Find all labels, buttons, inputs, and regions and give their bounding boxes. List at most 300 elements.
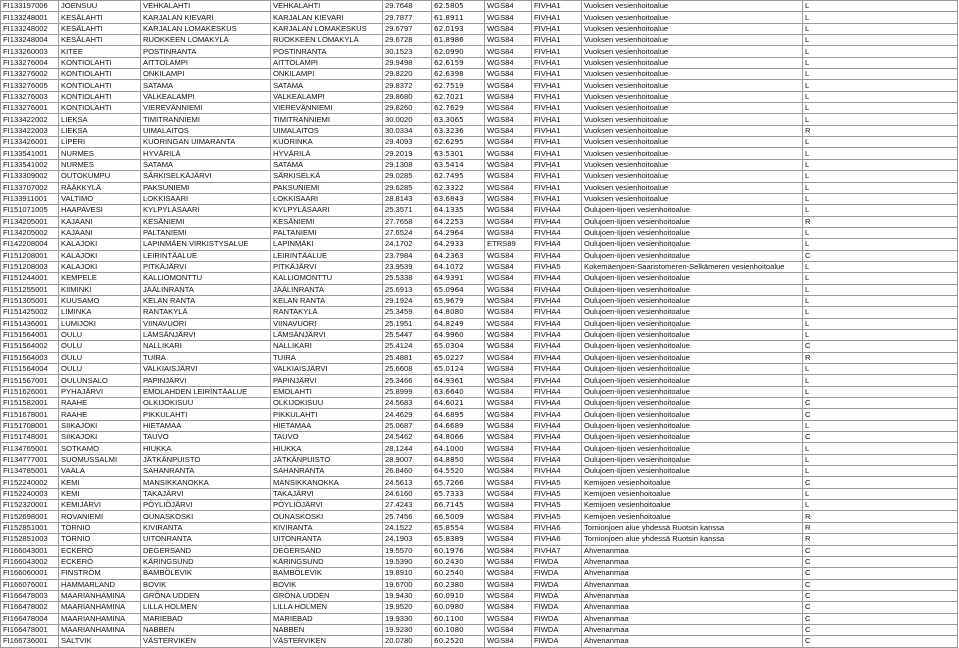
table-row xyxy=(1,318,958,329)
short-name-cell: DEGERSAND xyxy=(271,545,383,556)
table-row xyxy=(1,341,958,352)
municipality-cell: JOENSUU xyxy=(59,1,141,12)
water-type-cell: L xyxy=(803,466,958,477)
latitude-cell: 65.8389 xyxy=(432,534,485,545)
datum-cell: WGS84 xyxy=(485,205,532,216)
site-name-cell: PALTANIEMI xyxy=(141,227,271,238)
short-name-cell: KARJALAN KIEVARI xyxy=(271,12,383,23)
municipality-cell: KONTIOLAHTI xyxy=(59,57,141,68)
datum-cell: WGS84 xyxy=(485,511,532,522)
rbd-code-cell: FIVHA5 xyxy=(532,261,582,272)
latitude-cell: 60.2430 xyxy=(432,556,485,567)
short-name-cell: VÄSTERVIKEN xyxy=(271,636,383,647)
rbd-code-cell: FIVHA1 xyxy=(532,125,582,136)
water-type-cell: L xyxy=(803,1,958,12)
site-id-cell: FI142208004 xyxy=(1,239,59,250)
municipality-cell: KAJAANI xyxy=(59,216,141,227)
water-type-cell: L xyxy=(803,364,958,375)
short-name-cell: KARJALAN LOMAKESKUS xyxy=(271,23,383,34)
river-basin-district-cell: Oulujoen-Iijoen vesienhoitoalue xyxy=(582,341,803,352)
rbd-code-cell: FIVHA1 xyxy=(532,57,582,68)
table-row xyxy=(1,295,958,306)
short-name-cell: KIVIRANTA xyxy=(271,522,383,533)
short-name-cell: SAHANRANTA xyxy=(271,466,383,477)
municipality-cell: PYHAJÄRVI xyxy=(59,386,141,397)
river-basin-district-cell: Vuoksen vesienhoitoalue xyxy=(582,193,803,204)
short-name-cell: NABBEN xyxy=(271,624,383,635)
short-name-cell: BAMBÖLEVIK xyxy=(271,568,383,579)
datum-cell: WGS84 xyxy=(485,364,532,375)
site-id-cell: FI133248002 xyxy=(1,23,59,34)
datum-cell: WGS84 xyxy=(485,307,532,318)
site-id-cell: FI133422003 xyxy=(1,125,59,136)
site-id-cell: FI133309002 xyxy=(1,171,59,182)
river-basin-district-cell: Vuoksen vesienhoitoalue xyxy=(582,69,803,80)
river-basin-district-cell: Oulujoen-Iijoen vesienhoitoalue xyxy=(582,443,803,454)
longitude-cell: 26.8460 xyxy=(383,466,432,477)
short-name-cell: RUOKKEEN LOMAKYLÄ xyxy=(271,35,383,46)
table-row xyxy=(1,261,958,272)
table-row xyxy=(1,329,958,340)
site-id-cell: FI151208003 xyxy=(1,261,59,272)
municipality-cell: RAAHE xyxy=(59,398,141,409)
municipality-cell: KEMI xyxy=(59,477,141,488)
site-name-cell: HIUKKA xyxy=(141,443,271,454)
river-basin-district-cell: Kokemäenjoen-Saaristomeren-Selkämeren vesienhoitoalue xyxy=(582,261,803,272)
datum-cell: WGS84 xyxy=(485,454,532,465)
site-id-cell: FI133260003 xyxy=(1,46,59,57)
table-row xyxy=(1,23,958,34)
site-name-cell: BAMBÖLEVIK xyxy=(141,568,271,579)
water-type-cell: L xyxy=(803,114,958,125)
short-name-cell: TAUVO xyxy=(271,432,383,443)
water-type-cell: C xyxy=(803,477,958,488)
site-name-cell: KARJALAN KIEVARI xyxy=(141,12,271,23)
site-name-cell: AITTOLAMPI xyxy=(141,57,271,68)
water-type-cell: C xyxy=(803,568,958,579)
water-type-cell: L xyxy=(803,443,958,454)
site-name-cell: POSTINRANTA xyxy=(141,46,271,57)
longitude-cell: 25.0687 xyxy=(383,420,432,431)
datum-cell: WGS84 xyxy=(485,193,532,204)
municipality-cell: LIPERI xyxy=(59,137,141,148)
longitude-cell: 27.4243 xyxy=(383,500,432,511)
river-basin-district-cell: Oulujoen-Iijoen vesienhoitoalue xyxy=(582,318,803,329)
rbd-code-cell: FIVHA1 xyxy=(532,69,582,80)
water-type-cell: R xyxy=(803,511,958,522)
water-type-cell: L xyxy=(803,261,958,272)
latitude-cell: 64.8850 xyxy=(432,454,485,465)
site-name-cell: JÄTKÄNPUISTO xyxy=(141,454,271,465)
longitude-cell: 19.9430 xyxy=(383,590,432,601)
short-name-cell: GRÖNA UDDEN xyxy=(271,590,383,601)
longitude-cell: 19.6700 xyxy=(383,579,432,590)
site-name-cell: KARJALAN LOMAKESKUS xyxy=(141,23,271,34)
short-name-cell: NALLIKARI xyxy=(271,341,383,352)
table-row xyxy=(1,69,958,80)
short-name-cell: SATAMA xyxy=(271,159,383,170)
longitude-cell: 27.7658 xyxy=(383,216,432,227)
short-name-cell: VEHKALAHTI xyxy=(271,1,383,12)
datum-cell: WGS84 xyxy=(485,182,532,193)
site-id-cell: FI151582001 xyxy=(1,398,59,409)
latitude-cell: 65.7266 xyxy=(432,477,485,488)
table-row xyxy=(1,443,958,454)
latitude-cell: 62.7519 xyxy=(432,80,485,91)
municipality-cell: KONTIOLAHTI xyxy=(59,103,141,114)
site-name-cell: LEIRINTÄALUE xyxy=(141,250,271,261)
river-basin-district-cell: Vuoksen vesienhoitoalue xyxy=(582,103,803,114)
municipality-cell: NURMES xyxy=(59,159,141,170)
rbd-code-cell: FIVHA4 xyxy=(532,398,582,409)
latitude-cell: 64.6895 xyxy=(432,409,485,420)
longitude-cell: 23.9539 xyxy=(383,261,432,272)
latitude-cell: 64.6689 xyxy=(432,420,485,431)
longitude-cell: 29.8372 xyxy=(383,80,432,91)
river-basin-district-cell: Oulujoen-Iijoen vesienhoitoalue xyxy=(582,329,803,340)
datum-cell: WGS84 xyxy=(485,488,532,499)
longitude-cell: 24.1522 xyxy=(383,522,432,533)
longitude-cell: 28.8143 xyxy=(383,193,432,204)
rbd-code-cell: FIVHA4 xyxy=(532,386,582,397)
latitude-cell: 62.6159 xyxy=(432,57,485,68)
river-basin-district-cell: Oulujoen-Iijoen vesienhoitoalue xyxy=(582,398,803,409)
river-basin-district-cell: Oulujoen-Iijoen vesienhoitoalue xyxy=(582,284,803,295)
table-row xyxy=(1,636,958,647)
site-id-cell: FI152851001 xyxy=(1,522,59,533)
datum-cell: WGS84 xyxy=(485,409,532,420)
datum-cell: WGS84 xyxy=(485,352,532,363)
longitude-cell: 29.7877 xyxy=(383,12,432,23)
site-id-cell: FI166043001 xyxy=(1,545,59,556)
rbd-code-cell: FIVHA1 xyxy=(532,1,582,12)
site-name-cell: ONKILAMPI xyxy=(141,69,271,80)
water-type-cell: L xyxy=(803,148,958,159)
site-name-cell: SATAMA xyxy=(141,159,271,170)
river-basin-district-cell: Oulujoen-Iijoen vesienhoitoalue xyxy=(582,205,803,216)
longitude-cell: 24.5462 xyxy=(383,432,432,443)
table-row xyxy=(1,46,958,57)
river-basin-district-cell: Vuoksen vesienhoitoalue xyxy=(582,159,803,170)
latitude-cell: 65.8554 xyxy=(432,522,485,533)
municipality-cell: KESÄLAHTI xyxy=(59,23,141,34)
datum-cell: WGS84 xyxy=(485,171,532,182)
river-basin-district-cell: Ahvenanmaa xyxy=(582,636,803,647)
longitude-cell: 25.6608 xyxy=(383,364,432,375)
site-name-cell: LAPINMÄEN VIRKISTYSALUE xyxy=(141,239,271,250)
water-type-cell: L xyxy=(803,57,958,68)
latitude-cell: 62.7495 xyxy=(432,171,485,182)
site-id-cell: FI133276005 xyxy=(1,80,59,91)
river-basin-district-cell: Oulujoen-Iijoen vesienhoitoalue xyxy=(582,216,803,227)
table-row xyxy=(1,398,958,409)
latitude-cell: 64.5520 xyxy=(432,466,485,477)
rbd-code-cell: FIVHA4 xyxy=(532,329,582,340)
longitude-cell: 24.4629 xyxy=(383,409,432,420)
site-name-cell: VIINAVUORI xyxy=(141,318,271,329)
latitude-cell: 66.5009 xyxy=(432,511,485,522)
short-name-cell: HIUKKA xyxy=(271,443,383,454)
table-row xyxy=(1,159,958,170)
short-name-cell: LOKKISAARI xyxy=(271,193,383,204)
latitude-cell: 62.6398 xyxy=(432,69,485,80)
table-row xyxy=(1,284,958,295)
site-id-cell: FI166478001 xyxy=(1,624,59,635)
rbd-code-cell: FIVHA1 xyxy=(532,103,582,114)
rbd-code-cell: FIVHA1 xyxy=(532,114,582,125)
rbd-code-cell: FIWDA xyxy=(532,613,582,624)
rbd-code-cell: FIVHA1 xyxy=(532,91,582,102)
datum-cell: WGS84 xyxy=(485,148,532,159)
table-row xyxy=(1,511,958,522)
river-basin-district-cell: Tornionjoen alue yhdessä Ruotsin kanssa xyxy=(582,522,803,533)
latitude-cell: 64.1335 xyxy=(432,205,485,216)
water-type-cell: L xyxy=(803,182,958,193)
municipality-cell: VAALA xyxy=(59,466,141,477)
longitude-cell: 19.5570 xyxy=(383,545,432,556)
rbd-code-cell: FIVHA5 xyxy=(532,500,582,511)
rbd-code-cell: FIVHA5 xyxy=(532,488,582,499)
water-type-cell: L xyxy=(803,35,958,46)
municipality-cell: KALAJOKI xyxy=(59,250,141,261)
municipality-cell: SALTVIK xyxy=(59,636,141,647)
water-type-cell: C xyxy=(803,556,958,567)
rbd-code-cell: FIVHA4 xyxy=(532,341,582,352)
river-basin-district-cell: Kemijoen vesienhoitoalue xyxy=(582,488,803,499)
latitude-cell: 62.0193 xyxy=(432,23,485,34)
short-name-cell: HYVÄRILÄ xyxy=(271,148,383,159)
latitude-cell: 65.0227 xyxy=(432,352,485,363)
river-basin-district-cell: Oulujoen-Iijoen vesienhoitoalue xyxy=(582,466,803,477)
municipality-cell: KITEE xyxy=(59,46,141,57)
site-id-cell: FI133248004 xyxy=(1,35,59,46)
site-name-cell: VIEREVÄNNIEMI xyxy=(141,103,271,114)
municipality-cell: MAARIANHAMINA xyxy=(59,624,141,635)
site-id-cell: FI166736001 xyxy=(1,636,59,647)
river-basin-district-cell: Oulujoen-Iijoen vesienhoitoalue xyxy=(582,352,803,363)
longitude-cell: 25.7456 xyxy=(383,511,432,522)
municipality-cell: ECKERÖ xyxy=(59,556,141,567)
table-row xyxy=(1,273,958,284)
river-basin-district-cell: Oulujoen-Iijoen vesienhoitoalue xyxy=(582,273,803,284)
river-basin-district-cell: Vuoksen vesienhoitoalue xyxy=(582,57,803,68)
latitude-cell: 60.2540 xyxy=(432,568,485,579)
rbd-code-cell: FIWDA xyxy=(532,624,582,635)
short-name-cell: JÄÄLINRANTA xyxy=(271,284,383,295)
municipality-cell: RÄÄKKYLÄ xyxy=(59,182,141,193)
site-id-cell: FI166060001 xyxy=(1,568,59,579)
water-type-cell: L xyxy=(803,159,958,170)
short-name-cell: PITKÄJÄRVI xyxy=(271,261,383,272)
water-type-cell: L xyxy=(803,23,958,34)
short-name-cell: PIKKULAHTI xyxy=(271,409,383,420)
water-type-cell: L xyxy=(803,91,958,102)
site-name-cell: JÄÄLINRANTA xyxy=(141,284,271,295)
short-name-cell: SATAMA xyxy=(271,80,383,91)
datum-cell: WGS84 xyxy=(485,522,532,533)
site-id-cell: FI151564003 xyxy=(1,352,59,363)
water-type-cell: C xyxy=(803,398,958,409)
latitude-cell: 63.3236 xyxy=(432,125,485,136)
datum-cell: WGS84 xyxy=(485,602,532,613)
table-row xyxy=(1,522,958,533)
rbd-code-cell: FIVHA6 xyxy=(532,534,582,545)
rbd-code-cell: FIVHA5 xyxy=(532,477,582,488)
table-row xyxy=(1,568,958,579)
datum-cell: WGS84 xyxy=(485,636,532,647)
longitude-cell: 29.7648 xyxy=(383,1,432,12)
water-type-cell: L xyxy=(803,375,958,386)
site-id-cell: FI134205002 xyxy=(1,227,59,238)
short-name-cell: KUORINKA xyxy=(271,137,383,148)
site-name-cell: NABBEN xyxy=(141,624,271,635)
rbd-code-cell: FIVHA4 xyxy=(532,375,582,386)
latitude-cell: 63.5414 xyxy=(432,159,485,170)
municipality-cell: KONTIOLAHTI xyxy=(59,80,141,91)
rbd-code-cell: FIVHA4 xyxy=(532,420,582,431)
table-row xyxy=(1,171,958,182)
latitude-cell: 64.1000 xyxy=(432,443,485,454)
municipality-cell: TORNIO xyxy=(59,522,141,533)
water-type-cell: C xyxy=(803,250,958,261)
latitude-cell: 64.9391 xyxy=(432,273,485,284)
site-name-cell: PAKSUNIEMI xyxy=(141,182,271,193)
longitude-cell: 25.4881 xyxy=(383,352,432,363)
latitude-cell: 62.7629 xyxy=(432,103,485,114)
table-row xyxy=(1,216,958,227)
longitude-cell: 30.0020 xyxy=(383,114,432,125)
site-name-cell: PAPINJÄRVI xyxy=(141,375,271,386)
water-type-cell: R xyxy=(803,216,958,227)
longitude-cell: 24.6160 xyxy=(383,488,432,499)
datum-cell: WGS84 xyxy=(485,590,532,601)
river-basin-district-cell: Oulujoen-Iijoen vesienhoitoalue xyxy=(582,420,803,431)
table-row xyxy=(1,500,958,511)
site-id-cell: FI151564002 xyxy=(1,341,59,352)
water-type-cell: L xyxy=(803,12,958,23)
longitude-cell: 29.4093 xyxy=(383,137,432,148)
latitude-cell: 62.7021 xyxy=(432,91,485,102)
short-name-cell: RANTAKYLÄ xyxy=(271,307,383,318)
municipality-cell: RAAHE xyxy=(59,409,141,420)
municipality-cell: SOTKAMO xyxy=(59,443,141,454)
site-id-cell: FI151567001 xyxy=(1,375,59,386)
table-row xyxy=(1,125,958,136)
site-name-cell: KESÄNIEMI xyxy=(141,216,271,227)
datum-cell: WGS84 xyxy=(485,329,532,340)
municipality-cell: NURMES xyxy=(59,148,141,159)
datum-cell: WGS84 xyxy=(485,295,532,306)
datum-cell: WGS84 xyxy=(485,443,532,454)
rbd-code-cell: FIVHA1 xyxy=(532,23,582,34)
table-row xyxy=(1,534,958,545)
datum-cell: WGS84 xyxy=(485,159,532,170)
river-basin-district-cell: Vuoksen vesienhoitoalue xyxy=(582,182,803,193)
short-name-cell: TUIRA xyxy=(271,352,383,363)
datum-cell: WGS84 xyxy=(485,398,532,409)
longitude-cell: 19.9330 xyxy=(383,613,432,624)
longitude-cell: 25.3571 xyxy=(383,205,432,216)
datum-cell: WGS84 xyxy=(485,227,532,238)
short-name-cell: PAPINJÄRVI xyxy=(271,375,383,386)
site-id-cell: FI166478004 xyxy=(1,613,59,624)
municipality-cell: SIIKAJOKI xyxy=(59,432,141,443)
latitude-cell: 64.6021 xyxy=(432,398,485,409)
datum-cell: WGS84 xyxy=(485,250,532,261)
rbd-code-cell: FIVHA4 xyxy=(532,205,582,216)
river-basin-district-cell: Vuoksen vesienhoitoalue xyxy=(582,171,803,182)
short-name-cell: KALLIOMONTTU xyxy=(271,273,383,284)
longitude-cell: 19.9520 xyxy=(383,602,432,613)
site-name-cell: SAHANRANTA xyxy=(141,466,271,477)
rbd-code-cell: FIWDA xyxy=(532,602,582,613)
municipality-cell: OULU xyxy=(59,341,141,352)
datum-cell: WGS84 xyxy=(485,556,532,567)
water-type-cell: L xyxy=(803,500,958,511)
river-basin-district-cell: Ahvenanmaa xyxy=(582,590,803,601)
latitude-cell: 63.6843 xyxy=(432,193,485,204)
river-basin-district-cell: Oulujoen-Iijoen vesienhoitoalue xyxy=(582,227,803,238)
rbd-code-cell: FIVHA1 xyxy=(532,12,582,23)
municipality-cell: KUUSAMO xyxy=(59,295,141,306)
rbd-code-cell: FIVHA1 xyxy=(532,46,582,57)
rbd-code-cell: FIVHA1 xyxy=(532,193,582,204)
site-name-cell: KALLIOMONTTU xyxy=(141,273,271,284)
latitude-cell: 64.1072 xyxy=(432,261,485,272)
river-basin-district-cell: Kemijoen vesienhoitoalue xyxy=(582,500,803,511)
rbd-code-cell: FIVHA1 xyxy=(532,137,582,148)
table-row xyxy=(1,613,958,624)
water-type-cell: R xyxy=(803,352,958,363)
municipality-cell: MAARIANHAMINA xyxy=(59,602,141,613)
longitude-cell: 29.8680 xyxy=(383,91,432,102)
municipality-cell: OULU xyxy=(59,352,141,363)
datum-cell: WGS84 xyxy=(485,91,532,102)
site-id-cell: FI151436001 xyxy=(1,318,59,329)
site-name-cell: VEHKALAHTI xyxy=(141,1,271,12)
longitude-cell: 25.1951 xyxy=(383,318,432,329)
longitude-cell: 24.5613 xyxy=(383,477,432,488)
datum-cell: WGS84 xyxy=(485,80,532,91)
river-basin-district-cell: Vuoksen vesienhoitoalue xyxy=(582,80,803,91)
rbd-code-cell: FIWDA xyxy=(532,568,582,579)
site-name-cell: KUORINGAN UIMARANTA xyxy=(141,137,271,148)
rbd-code-cell: FIVHA1 xyxy=(532,182,582,193)
water-type-cell: L xyxy=(803,454,958,465)
rbd-code-cell: FIVHA4 xyxy=(532,318,582,329)
municipality-cell: OULUNSALO xyxy=(59,375,141,386)
site-name-cell: VÄSTERVIKEN xyxy=(141,636,271,647)
short-name-cell: ONKILAMPI xyxy=(271,69,383,80)
rbd-code-cell: FIWDA xyxy=(532,579,582,590)
rbd-code-cell: FIVHA1 xyxy=(532,159,582,170)
table-row xyxy=(1,103,958,114)
river-basin-district-cell: Oulujoen-Iijoen vesienhoitoalue xyxy=(582,239,803,250)
river-basin-district-cell: Kemijoen vesienhoitoalue xyxy=(582,511,803,522)
site-name-cell: NALLIKARI xyxy=(141,341,271,352)
table-row xyxy=(1,250,958,261)
site-name-cell: HIETAMAA xyxy=(141,420,271,431)
latitude-cell: 64.9960 xyxy=(432,329,485,340)
site-name-cell: SÄRKISELKÄJÄRVI xyxy=(141,171,271,182)
water-type-cell: L xyxy=(803,46,958,57)
river-basin-district-cell: Oulujoen-Iijoen vesienhoitoalue xyxy=(582,250,803,261)
water-type-cell: C xyxy=(803,545,958,556)
river-basin-district-cell: Ahvenanmaa xyxy=(582,624,803,635)
longitude-cell: 25.3466 xyxy=(383,375,432,386)
site-id-cell: FI152240003 xyxy=(1,488,59,499)
rbd-code-cell: FIVHA1 xyxy=(532,35,582,46)
